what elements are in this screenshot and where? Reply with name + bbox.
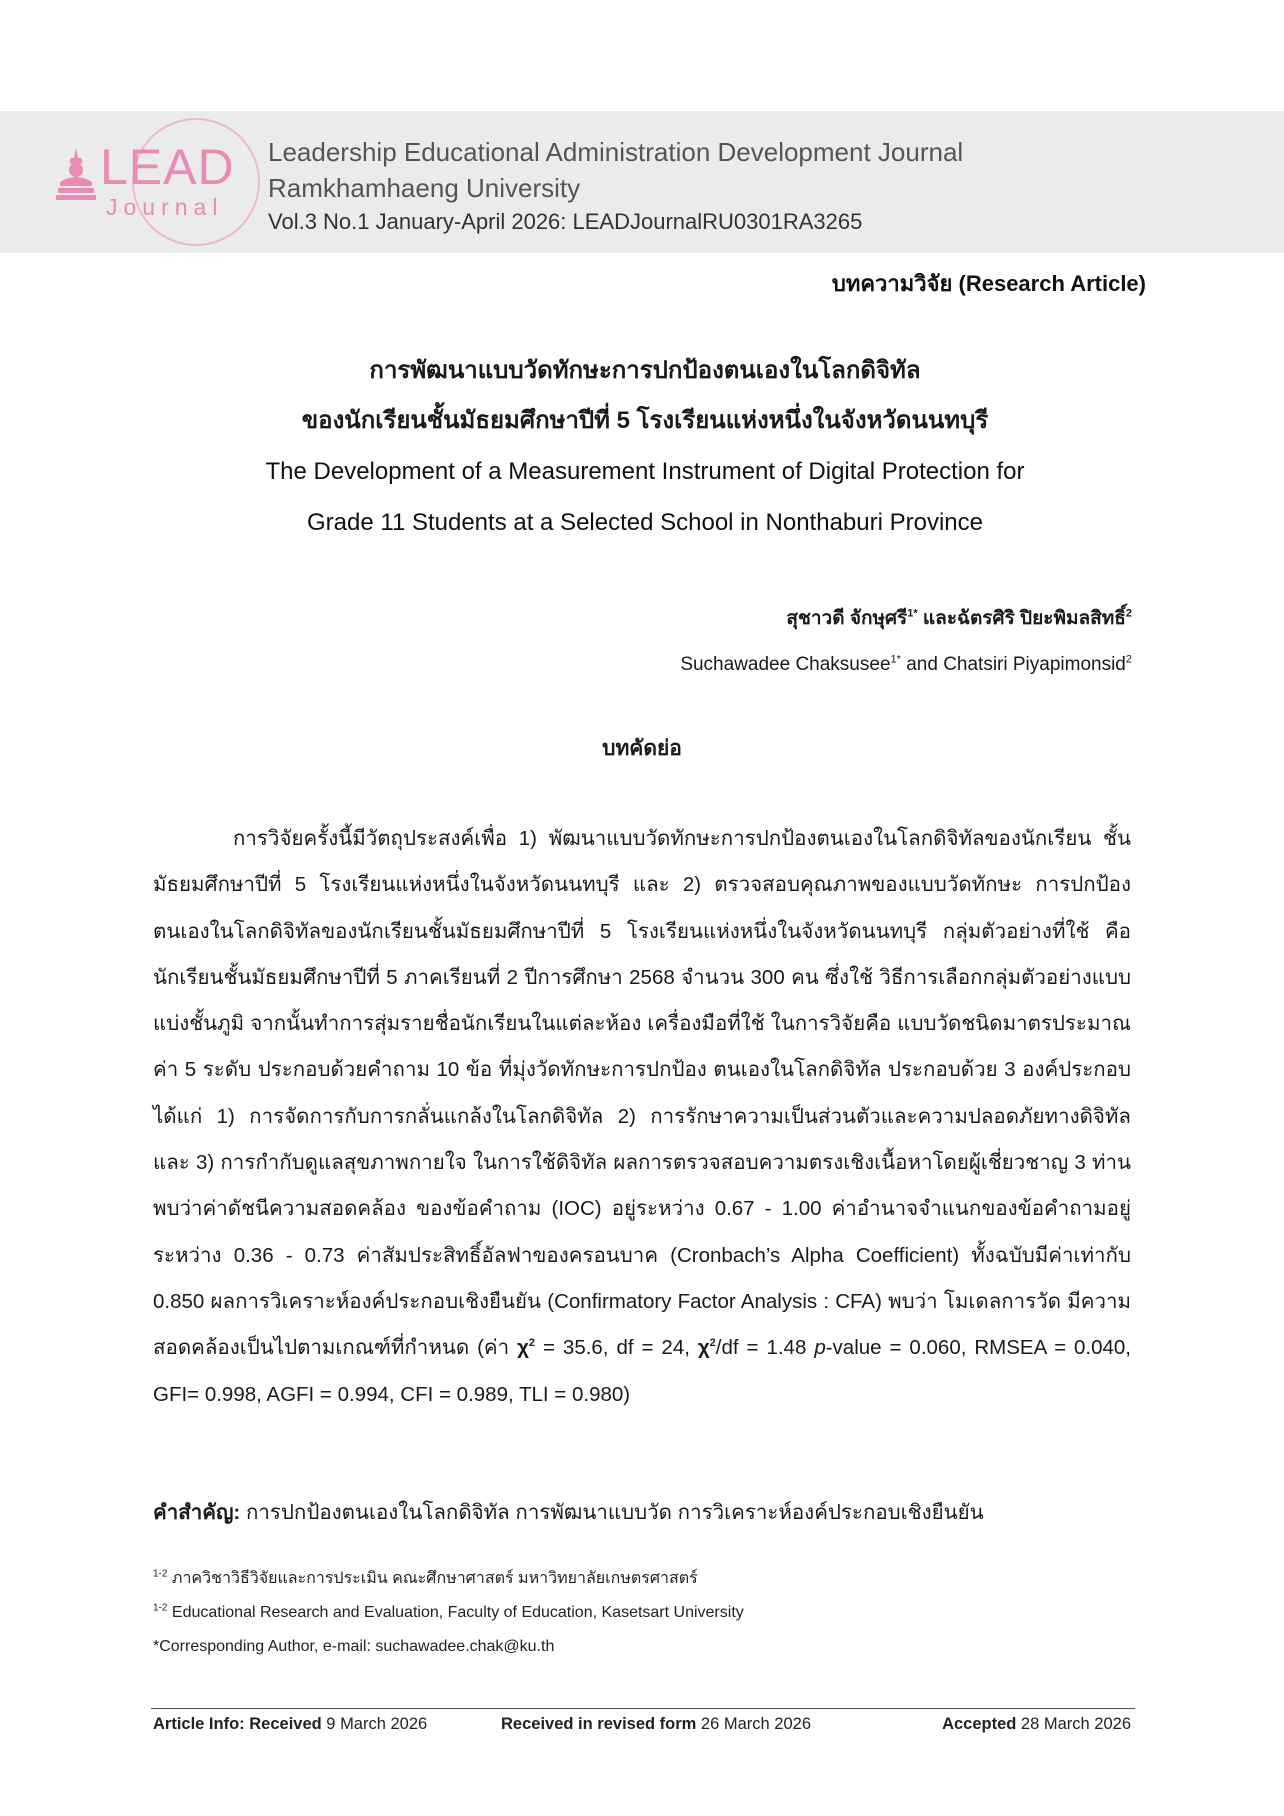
chi-square-sup: 2 [528,1337,536,1350]
footnote-affiliation-en-text: Educational Research and Evaluation, Faculty of Education, Kasetsart University [167,1604,744,1621]
abstract-stat-2: /df = 1.48 [715,1336,815,1360]
author1-th-affil: 1* [907,607,918,620]
author1-en-affil: 1* [890,653,901,666]
chi-square-df-sup: 2 [709,1337,716,1350]
article-info-revised [501,1715,811,1734]
footnote-affiliation-th [153,1562,744,1596]
logo-journal-text: Journal [106,194,224,220]
title-th-line2: ของนักเรียนชั้นมัธยมศึกษาปีที่ 5 โรงเรียนแห่งหนึ่งในจังหวัดนนทบุรี [301,407,989,434]
title-en-line1: The Development of a Measurement Instrument of Digital Protection for [265,458,1025,485]
received-date: 9 March 2026 [321,1715,428,1733]
authors-en-and: and [900,654,944,675]
journal-logo [48,116,258,246]
author2-en-affil: 2 [1125,653,1132,666]
journal-name-line2: Ramkhamhaeng University [268,173,581,203]
author2-th: ฉัตรศิริ ปิยะพิมลสิทธิ์ [957,608,1126,629]
keywords-text: การปกป้องตนเองในโลกดิจิทัล การพัฒนาแบบวัด การวิเคราะห์องค์ประกอบเชิงยืนยัน [240,1501,984,1524]
abstract-stat-3: -value = 0.060, RMSEA = 0.040, GFI= 0.998, AGFI = 0.994, CFI = 0.989, TLI = 0.980) [153,1336,1131,1406]
journal-name-line1: Leadership Educational Administration Development Journal [268,137,964,167]
abstract-body [153,816,1131,1418]
author1-en: Suchawadee Chaksusee [680,654,891,675]
logo-lead-text: LEAD [100,139,235,195]
author2-en: Chatsiri Piyapimonsid [943,654,1126,675]
title-en-line2: Grade 11 Students at a Selected School in Nonthaburi Province [307,509,983,536]
accepted-date: 28 March 2026 [1016,1715,1131,1733]
footnote-sup: 1-2 [153,1602,168,1614]
abstract-heading: บทคัดย่อ [602,737,682,760]
chi-square-symbol: χ [517,1336,529,1360]
title-th-line1: การพัฒนาแบบวัดทักษะการปกป้องตนเองในโลกดิจิทัล [369,357,921,384]
abstract-stat-1: = 35.6, df = 24, [535,1336,698,1360]
issue-line: Vol.3 No.1 January-April 2026: LEADJournalRU0301RA3265 [268,209,863,234]
revised-label: Received in revised form [501,1715,697,1733]
footnote-corresponding-author: *Corresponding Author, e-mail: suchawadee.chak@ku.th [153,1638,555,1655]
keywords-label: คำสำคัญ: [153,1501,241,1524]
revised-date: 26 March 2026 [696,1715,811,1733]
article-info-received [153,1715,427,1734]
keywords [153,1496,1133,1529]
article-title [150,346,1140,548]
abstract-text: การวิจัยครั้งนี้มีวัตถุประสงค์เพื่อ 1) พัฒนาแบบวัดทักษะการปกป้องตนเองในโลกดิจิทัลของนักเรียน ชั้นมัธยมศึกษาปีที่ 5 โรงเรียนแห่งหนึ่งในจังหวัดนนทบุรี และ 2) ตรวจสอบคุณภาพของแบบวัดทักษะ การปกป้องตนเองในโลกดิจิทัลของนักเรียนชั้นมัธยมศึกษาปีที่ 5 โรงเรียนแห่งหนึ่งในจังหวัดนนทบุรี กลุ่มตัวอย่างที่ใช้ คือ นักเรียนชั้นมัธยมศึกษาปีที่ 5 ภาคเรียนที่ 2 ปีการศึกษา 2568 จำนวน 300 คน ซึ่งใช้ วิธีการเลือกกลุ่มตัวอย่างแบบแบ่งชั้นภูมิ จากนั้นทำการสุ่มรายชื่อนักเรียนในแต่ละห้อง เครื่องมือที่ใช้ ในการวิจัยคือ แบบวัดชนิดมาตรประมาณค่า 5 ระดับ ประกอบด้วยคำถาม 10 ข้อ ที่มุ่งวัดทักษะการปกป้อง ตนเองในโลกดิจิทัล ประกอบด้วย 3 องค์ประกอบ ได้แก่ 1) การจัดการกับการกลั่นแกล้งในโลกดิจิทัล 2) การรักษาความเป็นส่วนตัวและความปลอดภัยทางดิจิทัล และ 3) การกำกับดูแลสุขภาพกายใจ ในการใช้ดิจิทัล ผลการตรวจสอบความตรงเชิงเนื้อหาโดยผู้เชี่ยวชาญ 3 ท่าน พบว่าค่าดัชนีความสอดคล้อง ของข้อคำถาม (IOC) อยู่ระหว่าง 0.67 - 1.00 ค่าอำนาจจำแนกของข้อคำถามอยู่ระหว่าง 0.36 - 0.73 ค่าสัมประสิทธิ์อัลฟาของครอนบาค (Cronbach’s Alpha Coefficient) ทั้งฉบับมีค่าเท่ากับ 0.850 ผลการวิเคราะห์องค์ประกอบเชิงยืนยัน (Confirmatory Factor Analysis : CFA) พบว่า โมเดลการวัด มีความสอดคล้องเป็นไปตามเกณฑ์ที่กำหนด (ค่า [153,827,1131,1360]
p-value-label: p [814,1336,826,1360]
journal-title [268,134,963,238]
author2-th-affil: 2 [1125,607,1132,620]
accepted-label: Accepted [942,1715,1017,1733]
chi-square-df-symbol: χ [697,1336,710,1360]
footnote-affiliation-th-text: ภาควิชาวิธีวิจัยและการประเมิน คณะศึกษาศาสตร์ มหาวิทยาลัยเกษตรศาสตร์ [167,1570,698,1587]
temple-emblem-icon [54,146,98,202]
authors-th-and: และ [917,608,958,629]
received-label: Article Info: Received [153,1715,322,1733]
footnote-affiliation-en [153,1596,744,1630]
author1-th: สุชาวดี จักษุศรี [786,608,908,629]
article-type: บทความวิจัย (Research Article) [831,271,1146,296]
footnote-sup: 1-2 [153,1568,168,1580]
footer-divider [151,1708,1135,1709]
authors-en [680,642,1132,688]
authors-th [680,596,1132,642]
article-info-accepted [942,1715,1131,1734]
footnotes [153,1562,744,1664]
authors [680,596,1132,688]
